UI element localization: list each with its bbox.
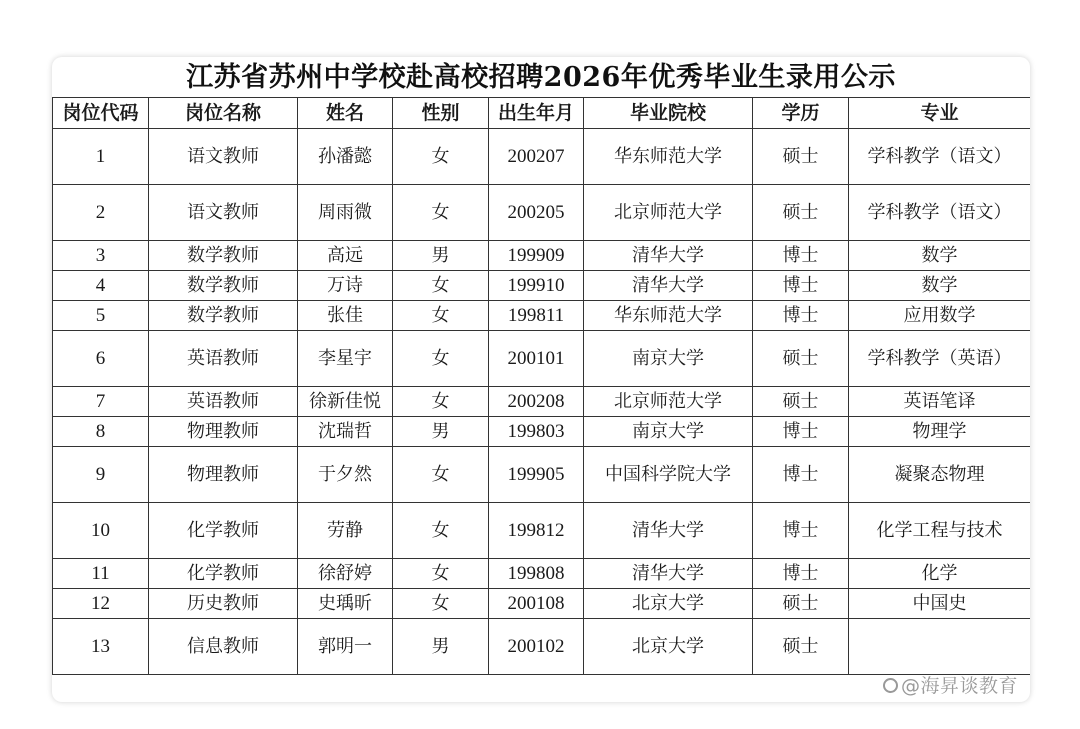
cell-gender: 男	[393, 241, 489, 271]
header-cell-birth: 出生年月	[489, 98, 584, 129]
cell-degree: 博士	[753, 241, 849, 271]
header-cell-major: 专业	[849, 98, 1031, 129]
cell-post: 化学教师	[149, 559, 298, 589]
cell-code: 11	[53, 559, 149, 589]
table-row	[53, 301, 1031, 331]
header-cell-code: 岗位代码	[53, 98, 149, 129]
cell-code: 8	[53, 417, 149, 447]
cell-degree: 硕士	[753, 185, 849, 241]
header-cell-school: 毕业院校	[584, 98, 753, 129]
cell-birth: 200208	[489, 387, 584, 417]
cell-major: 应用数学	[849, 301, 1031, 331]
cell-post: 英语教师	[149, 331, 298, 387]
cell-major: 凝聚态物理	[849, 447, 1031, 503]
cell-major	[849, 619, 1031, 675]
cell-code: 2	[53, 185, 149, 241]
cell-name: 郭明一	[298, 619, 393, 675]
cell-gender: 女	[393, 271, 489, 301]
table-row	[53, 387, 1031, 417]
cell-school: 北京师范大学	[584, 185, 753, 241]
table-row	[53, 447, 1031, 503]
table-row	[53, 331, 1031, 387]
cell-degree: 硕士	[753, 331, 849, 387]
cell-gender: 女	[393, 331, 489, 387]
cell-gender: 女	[393, 503, 489, 559]
cell-name: 沈瑞哲	[298, 417, 393, 447]
cell-code: 5	[53, 301, 149, 331]
cell-gender: 女	[393, 301, 489, 331]
cell-major: 中国史	[849, 589, 1031, 619]
cell-post: 语文教师	[149, 129, 298, 185]
cell-school: 华东师范大学	[584, 301, 753, 331]
cell-gender: 女	[393, 129, 489, 185]
cell-school: 中国科学院大学	[584, 447, 753, 503]
cell-gender: 女	[393, 589, 489, 619]
cell-gender: 女	[393, 447, 489, 503]
cell-post: 英语教师	[149, 387, 298, 417]
header-row	[53, 98, 1031, 129]
header-cell-post: 岗位名称	[149, 98, 298, 129]
cell-school: 南京大学	[584, 331, 753, 387]
cell-birth: 200102	[489, 619, 584, 675]
cell-post: 物理教师	[149, 417, 298, 447]
watermark-logo-icon	[883, 678, 898, 693]
cell-degree: 硕士	[753, 619, 849, 675]
cell-birth: 200108	[489, 589, 584, 619]
cell-birth: 200101	[489, 331, 584, 387]
cell-name: 孙潘懿	[298, 129, 393, 185]
cell-code: 9	[53, 447, 149, 503]
header-cell-name: 姓名	[298, 98, 393, 129]
cell-school: 北京大学	[584, 619, 753, 675]
cell-birth: 200207	[489, 129, 584, 185]
cell-name: 徐舒婷	[298, 559, 393, 589]
cell-degree: 博士	[753, 271, 849, 301]
cell-post: 语文教师	[149, 185, 298, 241]
watermark	[883, 671, 1018, 698]
table-row	[53, 619, 1031, 675]
cell-birth: 199811	[489, 301, 584, 331]
header-cell-degree: 学历	[753, 98, 849, 129]
cell-code: 13	[53, 619, 149, 675]
header-cell-gender: 性别	[393, 98, 489, 129]
cell-degree: 博士	[753, 447, 849, 503]
cell-degree: 硕士	[753, 387, 849, 417]
cell-degree: 硕士	[753, 129, 849, 185]
cell-degree: 博士	[753, 417, 849, 447]
cell-code: 12	[53, 589, 149, 619]
cell-code: 6	[53, 331, 149, 387]
cell-gender: 女	[393, 185, 489, 241]
cell-school: 清华大学	[584, 271, 753, 301]
cell-name: 李星宇	[298, 331, 393, 387]
cell-major: 物理学	[849, 417, 1031, 447]
cell-name: 高远	[298, 241, 393, 271]
cell-school: 清华大学	[584, 241, 753, 271]
watermark-text: @海昇谈教育	[900, 675, 1018, 697]
cell-post: 物理教师	[149, 447, 298, 503]
cell-birth: 199905	[489, 447, 584, 503]
cell-gender: 女	[393, 387, 489, 417]
table-row	[53, 589, 1031, 619]
cell-gender: 男	[393, 619, 489, 675]
cell-name: 万诗	[298, 271, 393, 301]
cell-birth: 199803	[489, 417, 584, 447]
cell-degree: 博士	[753, 559, 849, 589]
cell-name: 史瑀昕	[298, 589, 393, 619]
cell-name: 张佳	[298, 301, 393, 331]
cell-major: 化学工程与技术	[849, 503, 1031, 559]
cell-code: 4	[53, 271, 149, 301]
cell-birth: 199909	[489, 241, 584, 271]
cell-major: 数学	[849, 271, 1031, 301]
cell-name: 徐新佳悦	[298, 387, 393, 417]
table-row	[53, 271, 1031, 301]
cell-post: 历史教师	[149, 589, 298, 619]
cell-school: 清华大学	[584, 503, 753, 559]
cell-post: 信息教师	[149, 619, 298, 675]
cell-gender: 女	[393, 559, 489, 589]
table-row	[53, 559, 1031, 589]
cell-major: 英语笔译	[849, 387, 1031, 417]
recruit-table	[52, 97, 1030, 675]
cell-code: 10	[53, 503, 149, 559]
cell-code: 1	[53, 129, 149, 185]
cell-name: 周雨微	[298, 185, 393, 241]
cell-degree: 博士	[753, 301, 849, 331]
cell-post: 数学教师	[149, 271, 298, 301]
cell-birth: 199808	[489, 559, 584, 589]
cell-code: 3	[53, 241, 149, 271]
cell-major: 化学	[849, 559, 1031, 589]
notice-sheet	[52, 57, 1030, 702]
table-row	[53, 185, 1031, 241]
cell-post: 数学教师	[149, 241, 298, 271]
table-row	[53, 417, 1031, 447]
cell-degree: 博士	[753, 503, 849, 559]
cell-school: 北京师范大学	[584, 387, 753, 417]
cell-school: 南京大学	[584, 417, 753, 447]
cell-code: 7	[53, 387, 149, 417]
cell-major: 数学	[849, 241, 1031, 271]
cell-major: 学科教学（语文）	[849, 185, 1031, 241]
cell-post: 化学教师	[149, 503, 298, 559]
cell-birth: 199910	[489, 271, 584, 301]
page-title: 江苏省苏州中学校赴高校招聘2026年优秀毕业生录用公示	[186, 62, 896, 93]
table-row	[53, 241, 1031, 271]
cell-gender: 男	[393, 417, 489, 447]
cell-school: 清华大学	[584, 559, 753, 589]
cell-school: 华东师范大学	[584, 129, 753, 185]
cell-degree: 硕士	[753, 589, 849, 619]
cell-post: 数学教师	[149, 301, 298, 331]
cell-school: 北京大学	[584, 589, 753, 619]
table-row	[53, 503, 1031, 559]
cell-name: 劳静	[298, 503, 393, 559]
cell-major: 学科教学（英语）	[849, 331, 1031, 387]
cell-birth: 199812	[489, 503, 584, 559]
cell-name: 于夕然	[298, 447, 393, 503]
table-row	[53, 129, 1031, 185]
cell-major: 学科教学（语文）	[849, 129, 1031, 185]
cell-birth: 200205	[489, 185, 584, 241]
